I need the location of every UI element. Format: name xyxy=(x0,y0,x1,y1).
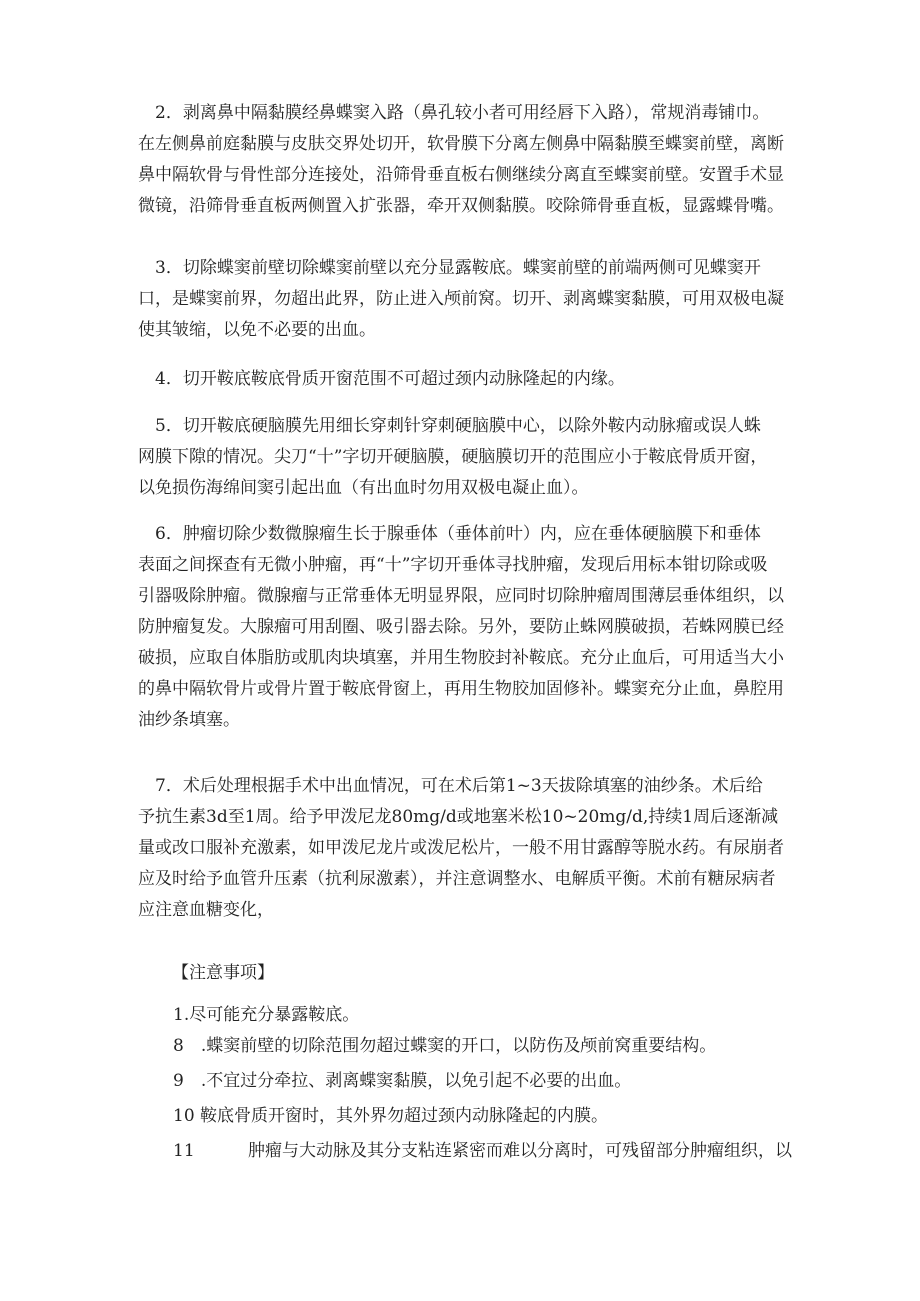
text-line: 的鼻中隔软骨片或骨片置于鞍底骨窗上，再用生物胶加固修补。蝶窦充分止血，鼻腔用 xyxy=(138,679,784,699)
text-line: 量或改口服补充激素，如甲泼尼龙片或泼尼松片，一般不用甘露醇等脱水药。有尿崩者 xyxy=(138,838,784,858)
note-text: 肿瘤与大动脉及其分支粘连紧密而难以分离时，可残留部分肿瘤组织，以 xyxy=(248,1141,792,1161)
text-line: 鼻中隔软骨与骨性部分连接处，沿筛骨垂直板右侧继续分离直至蝶窦前壁。安置手术显 xyxy=(138,165,784,185)
text-line: 表面之间探查有无微小肿瘤，再“十”字切开垂体寻找肿瘤，发现后用标本钳切除或吸 xyxy=(138,555,768,575)
paragraph-5 xyxy=(138,411,788,504)
text-line: 网膜下隙的情况。尖刀“十”字切开硬脑膜，硬脑膜切开的范围应小于鞍底骨质开窗， xyxy=(138,447,768,467)
text-line: 应注意血糖变化， xyxy=(138,900,274,920)
text-line: 3．切除蝶窦前壁切除蝶窦前壁以充分显露鞍底。蝶窦前壁的前端两侧可见蝶窦开 xyxy=(138,258,761,278)
text-line: 破损，应取自体脂肪或肌肉块填塞，并用生物胶封补鞍底。充分止血后，可用适当大小 xyxy=(138,648,784,668)
text-line: 4．切开鞍底鞍底骨质开窗范围不可超过颈内动脉隆起的内缘。 xyxy=(138,369,625,389)
paragraph-2 xyxy=(138,98,788,222)
text-line: 防肿瘤复发。大腺瘤可用刮圈、吸引器去除。另外，要防止蛛网膜破损，若蛛网膜已经 xyxy=(138,617,784,637)
note-item: 9 .不宜过分牵拉、剥离蝶窦黏膜，以免引起不必要的出血。 xyxy=(173,1071,632,1091)
text-line: 2．剥离鼻中隔黏膜经鼻蝶窦入路（鼻孔较小者可用经唇下入路），常规消毒铺巾。 xyxy=(138,103,770,123)
text-line: 5．切开鞍底硬脑膜先用细长穿刺针穿刺硬脑膜中心，以除外鞍内动脉瘤或误人蛛 xyxy=(138,416,761,436)
note-item: 10 鞍底骨质开窗时，其外界勿超过颈内动脉隆起的内膜。 xyxy=(173,1106,609,1126)
text-line: 予抗生素3d至1周。给予甲泼尼龙80mg/d或地塞米松10~20mg/d,持续1周后逐渐减 xyxy=(138,807,779,827)
notes-heading: 【注意事项】 xyxy=(172,963,274,983)
note-item: 1.尽可能充分暴露鞍底。 xyxy=(173,1005,360,1025)
text-line: 微镜，沿筛骨垂直板两侧置入扩张器，牵开双侧黏膜。咬除筛骨垂直板，显露蝶骨嘴。 xyxy=(138,196,784,216)
paragraph-7 xyxy=(138,771,788,926)
paragraph-4 xyxy=(138,364,788,395)
note-item: 8 .蝶窦前壁的切除范围勿超过蝶窦的开口，以防伤及颅前窝重要结构。 xyxy=(173,1036,717,1056)
text-line: 口，是蝶窦前界，勿超出此界，防止进入颅前窝。切开、剥离蝶窦黏膜，可用双极电凝 xyxy=(138,289,784,309)
text-line: 6．肿瘤切除少数微腺瘤生长于腺垂体（垂体前叶）内，应在垂体硬脑膜下和垂体 xyxy=(138,524,761,544)
paragraph-3 xyxy=(138,253,788,346)
note-number: 11 xyxy=(173,1141,195,1161)
text-line: 油纱条填塞。 xyxy=(138,710,240,730)
paragraph-6 xyxy=(138,519,788,736)
text-line: 在左侧鼻前庭黏膜与皮肤交界处切开，软骨膜下分离左侧鼻中隔黏膜至蝶窦前壁，离断 xyxy=(138,134,784,154)
text-line: 应及时给予血管升压素（抗利尿激素），并注意调整水、电解质平衡。术前有糖尿病者 xyxy=(138,869,776,889)
note-item-11 xyxy=(173,1136,792,1167)
text-line: 7．术后处理根据手术中出血情况，可在术后第1~3天拔除填塞的油纱条。术后给 xyxy=(138,776,763,796)
text-line: 以免损伤海绵间窦引起出血（有出血时勿用双极电凝止血）。 xyxy=(138,478,589,498)
text-line: 引器吸除肿瘤。微腺瘤与正常垂体无明显界限，应同时切除肿瘤周围薄层垂体组织，以 xyxy=(138,586,784,606)
text-line: 使其皱缩，以免不必要的出血。 xyxy=(138,320,376,340)
